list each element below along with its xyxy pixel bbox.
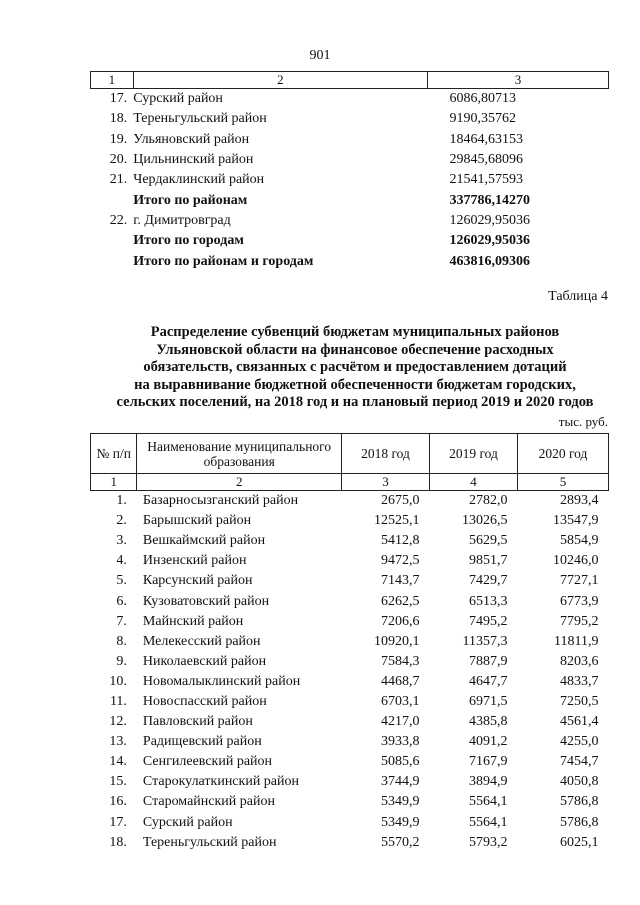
value-2020: 4561,4 — [560, 714, 599, 730]
header-2018: 2018 год — [342, 434, 430, 474]
row-name: Майнский район — [142, 613, 244, 629]
row-name: Вешкаймский район — [142, 533, 266, 549]
value-2019: 13026,5 — [462, 513, 508, 529]
value-2018: 7143,7 — [381, 573, 420, 589]
table-row — [91, 591, 609, 611]
row-number: 19. — [109, 131, 128, 147]
table-row — [91, 130, 609, 150]
value-2018: 12525,1 — [374, 513, 420, 529]
row-number: 18. — [109, 111, 128, 127]
row-number: 14. — [109, 754, 127, 770]
value-2018: 4217,0 — [381, 714, 420, 730]
row-name: Павловский район — [142, 714, 253, 730]
row-name: Цильнинский район — [133, 152, 254, 168]
table-row — [91, 712, 609, 732]
value-2018: 10920,1 — [374, 633, 420, 649]
table-row — [91, 692, 609, 712]
col-number-5: 5 — [518, 474, 609, 491]
value-2019: 4091,2 — [469, 734, 508, 750]
value-2019: 5629,5 — [469, 533, 508, 549]
value-2020: 4255,0 — [560, 734, 599, 750]
row-name: Ульяновский район — [133, 131, 250, 147]
value-2020: 10246,0 — [553, 553, 599, 569]
row-name: Чердаклинский район — [133, 172, 265, 188]
value-2020: 6773,9 — [560, 593, 599, 609]
total-row — [91, 231, 609, 251]
value-2020: 7250,5 — [560, 693, 599, 709]
row-number: 8. — [116, 633, 127, 649]
row-name: Тереньгульский район — [142, 834, 277, 850]
table-row — [91, 792, 609, 812]
value-2019: 4385,8 — [469, 714, 508, 730]
header-name: Наименование муниципального образования — [137, 434, 342, 474]
row-number: 9. — [116, 653, 127, 669]
value-2019: 2782,0 — [469, 493, 508, 509]
row-name: Старокулаткинский район — [142, 774, 300, 790]
value-2018: 5349,9 — [381, 794, 420, 810]
row-name: Мелекесский район — [142, 633, 261, 649]
row-name: Сенгилеевский район — [142, 754, 273, 770]
row-number: 15. — [109, 774, 127, 790]
value-2018: 5349,9 — [381, 814, 420, 830]
title-line: Ульяновской области на финансовое обеспечение расходных — [156, 341, 554, 358]
row-name: Базарносызганский район — [142, 493, 299, 509]
continuation-table — [90, 71, 609, 272]
col-number-3: 3 — [342, 474, 430, 491]
table-row — [91, 211, 609, 231]
table-row — [91, 813, 609, 833]
value-2020: 11811,9 — [554, 633, 599, 649]
col-number-2: 2 — [137, 474, 342, 491]
table-row — [91, 551, 609, 571]
value-2020: 5786,8 — [560, 814, 599, 830]
row-number: 4. — [116, 553, 127, 569]
row-number: 21. — [109, 172, 128, 188]
value-2019: 7495,2 — [469, 613, 508, 629]
title-line: обязательств, связанных с расчётом и предоставлением дотаций — [143, 359, 567, 376]
col-number-4: 4 — [430, 474, 518, 491]
header-2019: 2019 год — [430, 434, 518, 474]
row-name: Итого по районам — [133, 192, 248, 208]
table-row — [91, 511, 609, 531]
value-2020: 7454,7 — [560, 754, 599, 770]
value-2019: 5793,2 — [469, 834, 508, 850]
table-row — [91, 531, 609, 551]
value-2019: 5564,1 — [469, 814, 508, 830]
row-name: Инзенский район — [142, 553, 247, 569]
row-name: Барышский район — [142, 513, 252, 529]
title-line: сельских поселений, на 2018 год и на плановый период 2019 и 2020 годов — [116, 394, 594, 411]
title-line: на выравнивание бюджетной обеспеченности бюджетам городских, — [134, 376, 576, 393]
row-name: Радищевский район — [142, 734, 262, 750]
value-2018: 7206,6 — [381, 613, 420, 629]
row-number: 5. — [116, 573, 127, 589]
value-2019: 9851,7 — [469, 553, 508, 569]
title-line: Распределение субвенций бюджетам муниципальных районов — [150, 324, 560, 340]
total-row — [91, 190, 609, 210]
value-2020: 4050,8 — [560, 774, 599, 790]
row-name: г. Димитровград — [133, 212, 231, 228]
row-value: 18464,63153 — [449, 131, 524, 147]
table-row — [91, 150, 609, 170]
row-number: 18. — [109, 834, 127, 850]
value-2018: 2675,0 — [381, 493, 420, 509]
col-number-3: 3 — [428, 72, 609, 89]
table-row — [91, 833, 609, 853]
value-2019: 11357,3 — [462, 633, 508, 649]
value-2020: 6025,1 — [560, 834, 599, 850]
value-2018: 6703,1 — [381, 693, 420, 709]
row-value: 463816,09306 — [449, 253, 531, 269]
row-number: 11. — [109, 693, 127, 709]
row-number: 3. — [116, 533, 127, 549]
table-row — [91, 632, 609, 652]
row-number: 13. — [109, 734, 127, 750]
row-number: 17. — [109, 91, 128, 107]
page-number: 901 — [309, 48, 331, 63]
value-2018: 5085,6 — [381, 754, 420, 770]
row-name: Тереньгульский район — [133, 111, 267, 127]
value-2020: 4833,7 — [560, 673, 599, 689]
row-value: 29845,68096 — [449, 152, 524, 168]
row-number: 6. — [116, 593, 127, 609]
row-number: 20. — [109, 152, 128, 168]
table-row — [91, 170, 609, 190]
value-2019: 7167,9 — [469, 754, 508, 770]
row-value: 9190,35762 — [449, 111, 517, 127]
row-number: 17. — [109, 814, 127, 830]
row-name: Николаевский район — [142, 653, 267, 669]
value-2018: 3744,9 — [381, 774, 420, 790]
row-name: Карсунский район — [142, 573, 253, 589]
row-value: 337786,14270 — [449, 192, 531, 208]
value-2019: 4647,7 — [469, 673, 508, 689]
table-row — [91, 571, 609, 591]
value-2020: 2893,4 — [560, 493, 599, 509]
value-2018: 5570,2 — [381, 834, 420, 850]
row-number: 10. — [109, 673, 127, 689]
table-caption: Таблица 4 — [548, 289, 608, 304]
header-num: № п/п — [91, 434, 137, 474]
row-value: 21541,57593 — [449, 172, 524, 188]
value-2018: 3933,8 — [381, 734, 420, 750]
value-2019: 5564,1 — [469, 794, 508, 810]
value-2020: 5854,9 — [560, 533, 599, 549]
value-2018: 9472,5 — [381, 553, 420, 569]
value-2019: 6513,3 — [469, 593, 508, 609]
table-row — [91, 109, 609, 129]
row-name: Сурский район — [133, 91, 223, 107]
header-row — [91, 434, 609, 474]
value-2020: 13547,9 — [553, 513, 599, 529]
col-number-1: 1 — [91, 72, 134, 89]
subventions-table — [90, 433, 609, 853]
row-value: 126029,95036 — [449, 233, 531, 249]
row-name: Старомайнский район — [142, 794, 275, 810]
column-number-row — [91, 72, 609, 89]
header-2020: 2020 год — [518, 434, 609, 474]
value-2018: 7584,3 — [381, 653, 420, 669]
table-row — [91, 652, 609, 672]
total-row — [91, 251, 609, 271]
row-number: 7. — [116, 613, 127, 629]
table-row — [91, 752, 609, 772]
value-2018: 6262,5 — [381, 593, 420, 609]
row-number: 2. — [116, 513, 127, 529]
row-value: 6086,80713 — [449, 91, 517, 107]
row-number — [91, 190, 134, 210]
col-number-2: 2 — [133, 72, 427, 89]
row-number — [91, 251, 134, 271]
value-2020: 7727,1 — [560, 573, 599, 589]
row-number: 22. — [109, 212, 128, 228]
table-row — [91, 772, 609, 792]
value-2019: 6971,5 — [469, 693, 508, 709]
value-2020: 5786,8 — [560, 794, 599, 810]
table-row — [91, 612, 609, 632]
value-2019: 7887,9 — [469, 653, 508, 669]
col-number-1: 1 — [91, 474, 137, 491]
row-number: 16. — [109, 794, 127, 810]
table-row — [91, 89, 609, 110]
value-2018: 5412,8 — [381, 533, 420, 549]
column-number-row — [91, 474, 609, 491]
row-name: Новоспасский район — [142, 693, 267, 709]
value-2018: 4468,7 — [381, 673, 420, 689]
row-number — [91, 231, 134, 251]
table-row — [91, 732, 609, 752]
row-number: 12. — [109, 714, 127, 730]
table-row — [91, 672, 609, 692]
units-label: тыс. руб. — [558, 414, 608, 429]
row-number: 1. — [116, 493, 127, 509]
value-2020: 8203,6 — [560, 653, 599, 669]
row-name: Итого по районам и городам — [133, 253, 314, 269]
row-name: Кузоватовский район — [142, 593, 270, 609]
row-name: Новомалыклинский район — [142, 673, 301, 689]
value-2019: 3894,9 — [469, 774, 508, 790]
table-title — [90, 324, 620, 412]
row-name: Итого по городам — [133, 233, 244, 249]
value-2020: 7795,2 — [560, 613, 599, 629]
row-name: Сурский район — [142, 814, 233, 830]
row-value: 126029,95036 — [449, 212, 531, 228]
table-row — [91, 491, 609, 512]
value-2019: 7429,7 — [469, 573, 508, 589]
